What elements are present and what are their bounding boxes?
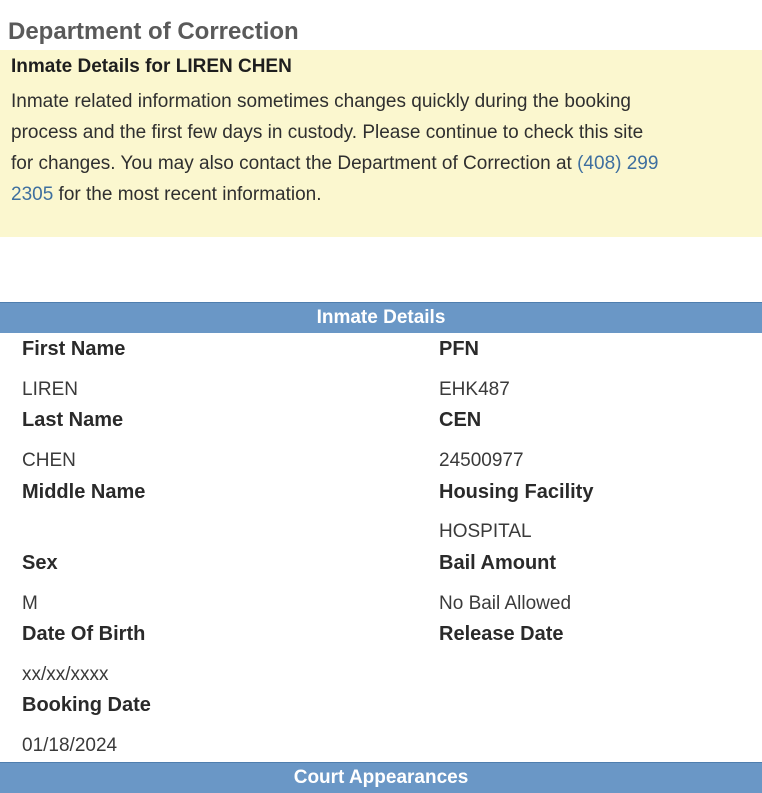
- phone-part-1[interactable]: (408) 299: [577, 153, 659, 174]
- department-title: Department of Correction: [8, 18, 299, 45]
- notice-text: [11, 86, 752, 210]
- housing-facility-label: Housing Facility: [439, 481, 594, 503]
- inmate-notice-box: [0, 50, 762, 237]
- first-name-label: First Name: [22, 338, 126, 360]
- bail-amount-label: Bail Amount: [439, 552, 557, 574]
- sex-value: M: [22, 593, 38, 614]
- cen-label: CEN: [439, 409, 482, 431]
- release-date-label: Release Date: [439, 623, 564, 645]
- booking-date-label: Booking Date: [22, 694, 151, 716]
- notice-line-3: for changes. You may also contact the Department of Correction at: [11, 153, 578, 174]
- phone-part-2[interactable]: 2305: [11, 184, 54, 205]
- booking-date-value: 01/18/2024: [22, 735, 118, 756]
- pfn-label: PFN: [439, 338, 479, 360]
- notice-line-4: for the most recent information.: [53, 184, 322, 205]
- last-name-value: CHEN: [22, 450, 76, 471]
- inmate-details-section-header: Inmate Details: [0, 302, 762, 333]
- date-of-birth-value: xx/xx/xxxx: [22, 664, 109, 685]
- cen-value: 24500977: [439, 450, 524, 471]
- bail-amount-value: No Bail Allowed: [439, 593, 572, 614]
- housing-facility-value: HOSPITAL: [439, 521, 532, 542]
- notice-line-1: Inmate related information sometimes changes quickly during the booking: [11, 91, 631, 112]
- last-name-label: Last Name: [22, 409, 124, 431]
- sex-label: Sex: [22, 552, 58, 574]
- inmate-details-heading: Inmate Details for LIREN CHEN: [11, 56, 292, 77]
- first-name-value: LIREN: [22, 379, 78, 400]
- pfn-value: EHK487: [439, 379, 510, 400]
- date-of-birth-label: Date Of Birth: [22, 623, 146, 645]
- court-appearances-section-header: Court Appearances: [0, 762, 762, 793]
- middle-name-label: Middle Name: [22, 481, 146, 503]
- notice-line-2: process and the first few days in custody. Please continue to check this site: [11, 122, 644, 143]
